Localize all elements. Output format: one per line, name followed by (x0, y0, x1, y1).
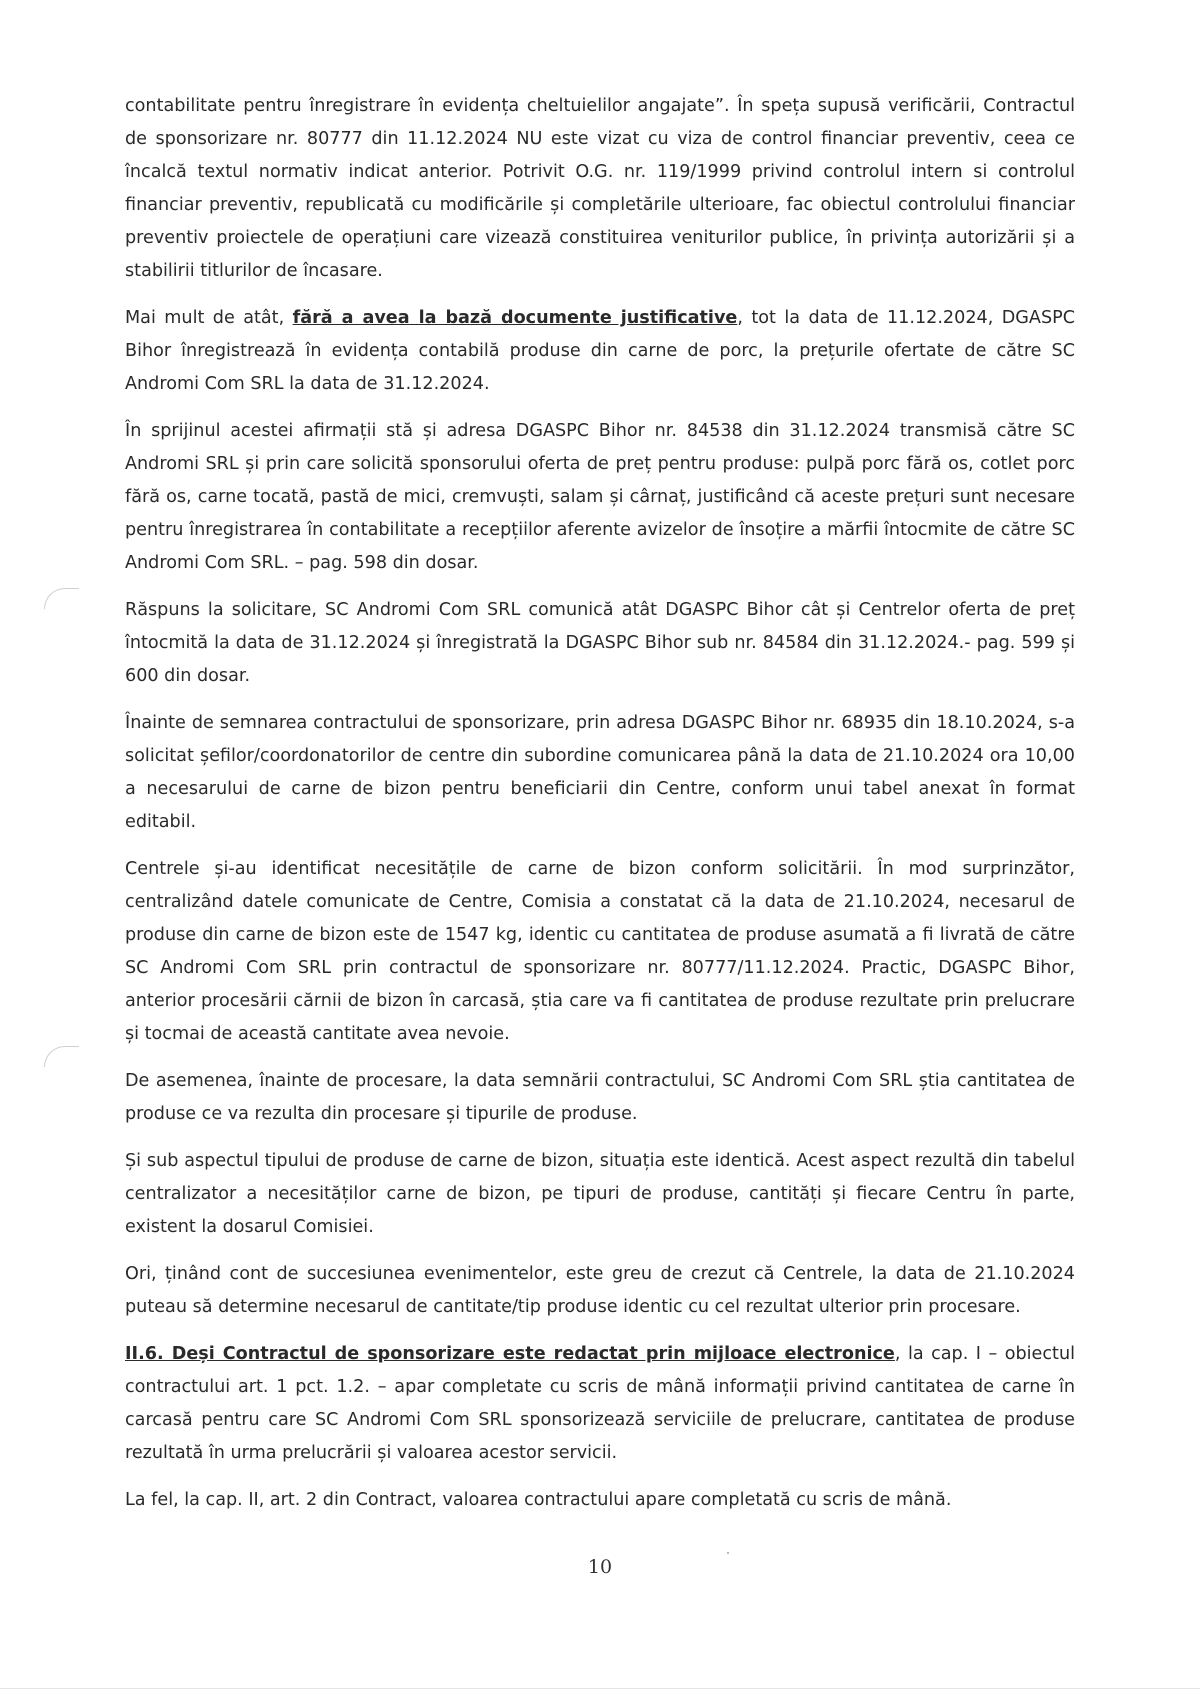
paragraph-de-asemenea: De asemenea, înainte de procesare, la data semnării contractului, SC Andromi Com SRL știa cantitatea de produse ce va rezulta din procesare și tipurile de produse. (125, 1071, 1075, 1124)
paragraph-text: , la cap. I – obiectul contractului art. 1 pct. 1.2. – apar completate cu scris de mână informații privind cantitatea de carne în carcasă pentru care SC Andromi Com SRL sponsorizează serviciile de prelucrare, cantitatea de produse rezultată în urma prelucrării și valoarea acestor servicii. (125, 1344, 1075, 1463)
emphasized-phrase: fără a avea la bază documente justificative (292, 308, 738, 328)
page-number: 10 (587, 1556, 613, 1578)
paragraph-adresa-oferta: În sprijinul acestei afirmații stă și adresa DGASPC Bihor nr. 84538 din 31.12.2024 transmisă către SC Andromi SRL și prin care solicită sponsorului oferta de preț pentru produse: pulpă porc fără os, cotlet porc fără os, carne tocată, pastă de mici, cremvuști, salam și cârnaț, justificând că aceste prețuri sunt necesare pentru înregistrarea în contabilitate a recepțiilor aferente avizelor de însoțire a mărfii întocmite de către SC Andromi Com SRL. – pag. 598 din dosar. (125, 421, 1075, 573)
punch-hole-mark (44, 1046, 79, 1067)
paragraph-text: Mai mult de atât, (125, 308, 293, 328)
paragraph-text: , tot la data de 11.12.2024, DGASPC Bihor înregistrează în evidența contabilă produse din carne de porc, la prețurile ofertate de către SC Andromi Com SRL la data de 31.12.2024. (125, 308, 1076, 394)
punch-hole-mark (44, 588, 79, 609)
paragraph-inainte-semnare: Înainte de semnarea contractului de sponsorizare, prin adresa DGASPC Bihor nr. 68935 din 18.10.2024, s-a solicitat șefilor/coordonatorilor de centre din subordine comunicarea până la data de 21.10.2024 ora 10,00 a necesarului de carne de bizon pentru beneficiarii din Centre, conform unui tabel anexat în format editabil. (125, 713, 1075, 832)
paragraph-raspuns-solicitare: Răspuns la solicitare, SC Andromi Com SRL comunică atât DGASPC Bihor cât și Centrelor oferta de preț întocmită la data de 31.12.2024 și înregistrată la DGASPC Bihor sub nr. 84584 din 31.12.2024.- pag. 599 și 600 din dosar. (125, 600, 1075, 686)
paragraph-section-ii-6 (125, 1338, 1075, 1470)
document-body (125, 90, 1075, 1531)
paragraph-necesitati-centre: Centrele și-au identificat necesitățile de carne de bizon conform solicitării. În mod surprinzător, centralizând datele comunicate de Centre, Comisia a constatat că la data de 21.10.2024, necesarul de produse din carne de bizon este de 1547 kg, identic cu cantitatea de produse asumată a fi livrată de către SC Andromi Com SRL prin contractul de sponsorizare nr. 80777/11.12.2024. Practic, DGASPC Bihor, anterior procesării cărnii de bizon în carcasă, știa care va fi cantitatea de produse rezultate prin prelucrare și tocmai de această cantitate avea nevoie. (125, 859, 1075, 1044)
scan-speck (727, 1552, 729, 1554)
scan-edge-line (0, 1688, 1200, 1689)
section-heading-ii-6: II.6. Deși Contractul de sponsorizare este redactat prin mijloace electronice (125, 1344, 895, 1364)
paragraph-succesiune-evenimente: Ori, ținând cont de succesiunea evenimentelor, este greu de crezut că Centrele, la data de 21.10.2024 puteau să determine necesarul de cantitate/tip produse identic cu cel rezultat ulterior prin procesare. (125, 1264, 1075, 1317)
paragraph-tip-produse: Și sub aspectul tipului de produse de carne de bizon, situația este identică. Acest aspect rezultă din tabelul centralizator a necesităților carne de bizon, pe tipuri de produse, cantități și fiecare Centru în parte, existent la dosarul Comisiei. (125, 1151, 1075, 1237)
paragraph-valoare-contract: La fel, la cap. II, art. 2 din Contract, valoarea contractului apare completată cu scris de mână. (125, 1490, 952, 1510)
paragraph-documente-justificative (125, 302, 1075, 401)
paragraph-control-financiar: contabilitate pentru înregistrare în evidența cheltuielilor angajate”. În speța supusă verificării, Contractul de sponsorizare nr. 80777 din 11.12.2024 NU este vizat cu viza de control financiar preventiv, ceea ce încalcă textul normativ indicat anterior. Potrivit O.G. nr. 119/1999 privind controlul intern si controlul financiar preventiv, republicată cu modificările și completările ulterioare, fac obiectul controlului financiar preventiv proiectele de operațiuni care vizează constituirea veniturilor publice, în privința autorizării și a stabilirii titlurilor de încasare. (125, 96, 1075, 281)
